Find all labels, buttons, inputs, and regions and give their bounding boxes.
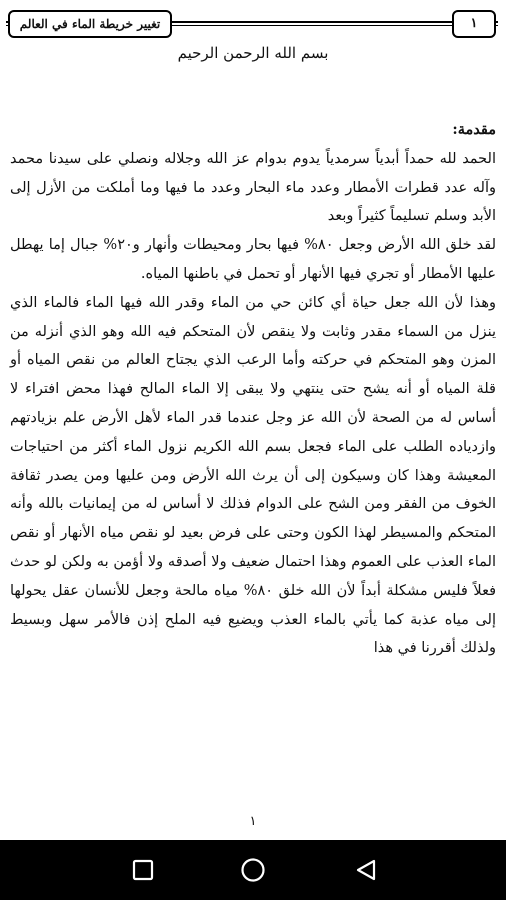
recent-apps-button[interactable] [127,854,159,886]
paragraph-opening: الحمد لله حمداً أبدياً سرمدياً يدوم بدوام عز الله وجلاله ونصلي على سيدنا محمد وآله عدد قطرات الأمطار وعدد ماء البحار وعدد ما فيها وما أملكت من الأزل إلى الأبد وسلم تسليماً كثيراً وبعد [10,150,496,225]
triangle-icon [354,858,378,882]
footer-page-number: ١ [249,814,257,829]
paragraph-earth: لقد خلق الله الأرض وجعل ٨٠% فيها بحار ومحيطات وأنهار و٢٠% جبال إما يهطل عليها الأمطار أو تجري فيها الأنهار أو تحمل في باطنها المياه. [10,237,496,282]
basmala: بسم الله الرحمن الرحيم [177,44,329,62]
back-button[interactable] [350,854,382,886]
page-content [10,116,496,663]
home-button[interactable] [237,854,269,886]
section-heading: مقدمة: [452,121,496,138]
square-icon [132,859,154,881]
page-header [6,6,498,40]
circle-icon [240,857,266,883]
system-navigation-bar [0,840,506,900]
header-book-title: تغيير خريطة الماء في العالم [8,10,172,38]
paragraph-water: وهذا لأن الله جعل حياة أي كائن حي من الماء وقدر الله فيها الماء فالماء الذي ينزل من السماء مقدر وثابت ولا ينقص لأن المتحكم فيه الله وهو الذي أنزله من المزن وهو المتحكم في حركته وأما الرعب الذي يجتاح العالم من نقص المياه أو قلة المياه أو أنه يشح حتى ينتهي ولا يبقى إلا الماء المالح فهذا محض افتراء لا أساس له من الصحة لأن الله عز وجل عندما قدر الماء لأهل الأرض علم بزيادتهم وازدياده الطلب على الماء فجعل بسم الله الكريم نزول الماء أكثر من احتياجات المعيشة وهذا كان وسيكون إلى أن يرث الله الأرض ومن عليها ومن يصدر ثقافة الخوف من الفقر ومن الشح على الدوام فذلك لا أساس له من إيمانيات بالله وأنه المتحكم والمسيطر لهذا الكون وحتى على فرض بعيد لو نقص مياه الأنهار أو نقص الماء العذب على العموم وهذا احتمال ضعيف ولا أصدقه ولا أؤمن به ولكن لو حدث فعلاً فليس مشكلة أبداً لأن الله خلق ٨٠% مياه مالحة وجعل للأنسان عقل يحولها إلى مياه عذبة كما يأتي بالماء العذب ويضيع فيه الملح إذن فالأمر سهل وبسيط ولذلك أقررنا في هذا [10,294,497,657]
header-page-number: ١ [452,10,496,38]
